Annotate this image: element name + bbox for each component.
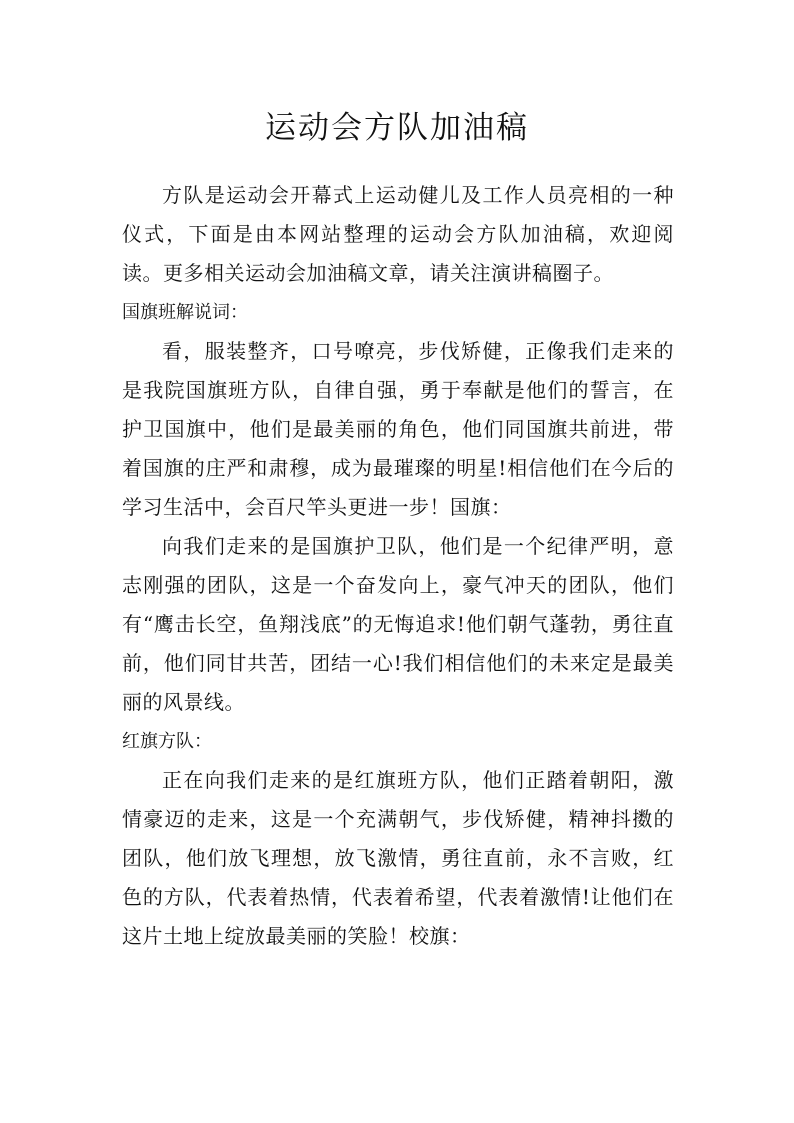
- flag-guard-paragraph-1: 看，服装整齐，口号嘹亮，步伐矫健，正像我们走来的是我院国旗班方队，自律自强，勇于奉献是他们的誓言，在护卫国旗中，他们是最美丽的角色，他们同国旗共前进，带着国旗的庄严和肃穆，成为最璀璨的明星!相信他们在今后的学习生活中，会百尺竿头更进一步！国旗：: [122, 339, 674, 519]
- intro-paragraph: 方队是运动会开幕式上运动健儿及工作人员亮相的一种仪式，下面是由本网站整理的运动会方队加油稿，欢迎阅读。更多相关运动会加油稿文章，请关注演讲稿圈子。: [122, 183, 674, 285]
- flag-guard-paragraph-2: 向我们走来的是国旗护卫队，他们是一个纪律严明，意志刚强的团队，这是一个奋发向上，豪气冲天的团队，他们有“鹰击长空，鱼翔浅底”的无悔追求!他们朝气蓬勃，勇往直前，他们同甘共苦，团结一心!我们相信他们的未来定是最美丽的风景线。: [122, 534, 674, 714]
- section-heading-flag-guard: 国旗班解说词：: [122, 302, 248, 323]
- document-title: 运动会方队加油稿: [265, 110, 529, 146]
- red-flag-paragraph-1: 正在向我们走来的是红旗班方队，他们正踏着朝阳，激情豪迈的走来，这是一个充满朝气，步伐矫健，精神抖擞的团队，他们放飞理想，放飞激情，勇往直前，永不言败，红色的方队，代表着热情，代表着希望，代表着激情!让他们在这片土地上绽放最美丽的笑脸！校旗：: [122, 768, 674, 948]
- section-heading-red-flag: 红旗方队：: [122, 731, 212, 752]
- document-body: [122, 176, 674, 956]
